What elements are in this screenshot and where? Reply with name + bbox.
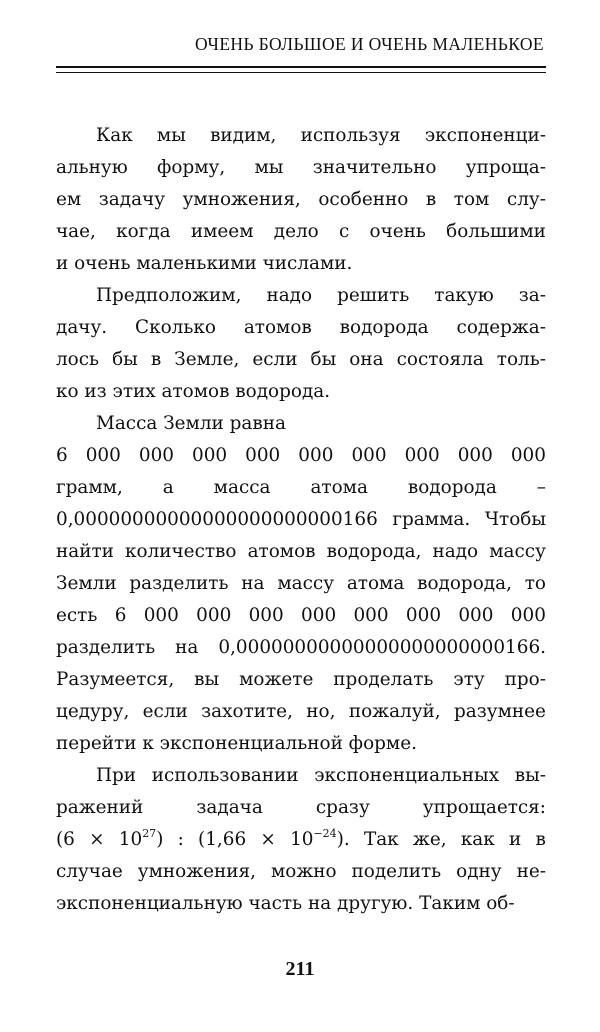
text-line: найти количество атомов водорода, надо массу	[56, 541, 546, 562]
text-line: экспоненциальную часть на другую. Таким об-	[56, 893, 515, 914]
header-rule-thin	[56, 72, 546, 73]
text-line: цедуру, если захотите, но, пожалуй, разумнее	[56, 701, 546, 722]
text-line: ражений задача сразу упрощается:	[56, 797, 546, 818]
text-line: и очень маленькими числами.	[56, 253, 353, 274]
running-head: ОЧЕНЬ БОЛЬШОЕ И ОЧЕНЬ МАЛЕНЬКОЕ	[194, 34, 544, 54]
text-line: 0,00000000000000000000000166 грамма. Чтобы	[56, 509, 546, 530]
text-line: дачу. Сколько атомов водорода содержа-	[56, 317, 546, 338]
text-line: грамм, а масса атома водорода –	[56, 477, 546, 498]
text-line: ем задачу умножения, особенно в том слу-	[56, 189, 546, 210]
text-line: ко из этих атомов водорода.	[56, 381, 331, 402]
text-line: Предположим, надо решить такую за-	[96, 285, 546, 306]
text-line: Земли разделить на массу атома водорода, то	[56, 573, 546, 594]
text-line: альную форму, мы значительно упроща-	[56, 157, 546, 178]
text-line: перейти к экспоненциальной форме.	[56, 733, 417, 754]
text-line: разделить на 0,00000000000000000000000166.	[56, 637, 546, 658]
body-text	[56, 120, 546, 920]
text-line: чае, когда имеем дело с очень большими	[56, 221, 546, 242]
text-line: (6 × $10^{27}$) : (1,66 × $10^{-24}$). Так же, как и в	[56, 827, 546, 850]
text-line: Разумеется, вы можете проделать эту про-	[56, 669, 546, 690]
text-line: При использовании экспоненциальных вы-	[96, 765, 546, 786]
text-line: Как мы видим, используя экспоненци-	[96, 125, 546, 146]
text-line: есть 6 000 000 000 000 000 000 000 000	[56, 605, 546, 626]
text-line: Масса Земли равна	[96, 413, 286, 434]
text-line: 6 000 000 000 000 000 000 000 000 000	[56, 445, 546, 466]
text-line: случае умножения, можно поделить одну не-	[56, 861, 546, 882]
text-line: лось бы в Земле, если бы она состояла толь-	[56, 349, 546, 370]
page-number: 211	[285, 958, 315, 980]
header-rule-thick	[56, 66, 546, 68]
